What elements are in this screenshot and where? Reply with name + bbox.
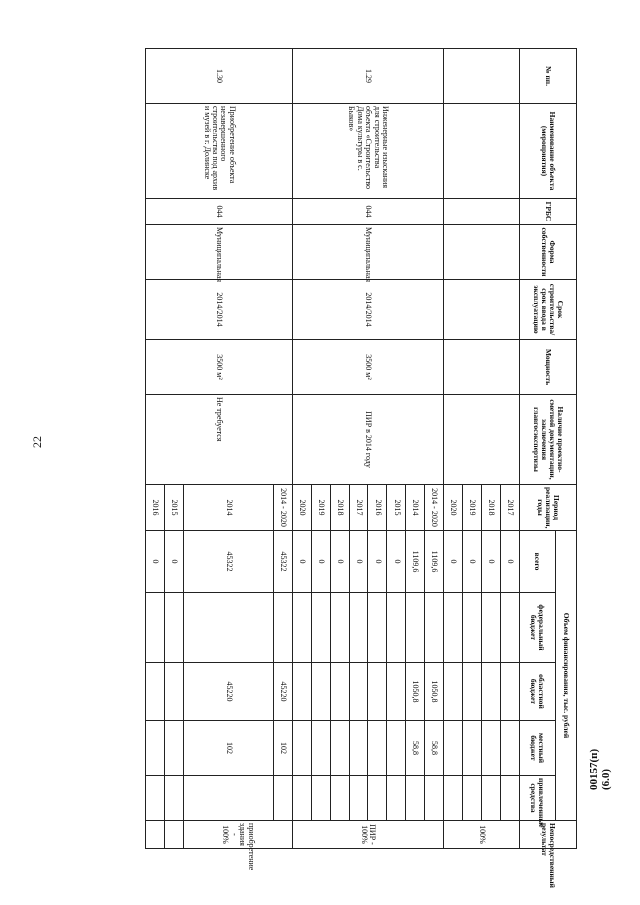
item-129-result: ПИР - 100% bbox=[292, 821, 443, 849]
prev-pir-cell bbox=[444, 395, 520, 485]
item-129-capacity: 3500 м² bbox=[292, 340, 443, 395]
header-row-1 bbox=[555, 49, 576, 849]
total-cell: 0 bbox=[349, 531, 368, 593]
item-130-pir: Не требуется bbox=[146, 395, 293, 485]
total-cell: 0 bbox=[368, 531, 387, 593]
prev-result-cell: 100% bbox=[444, 821, 520, 849]
prev-capacity-cell bbox=[444, 340, 520, 395]
header-name: Наименование объекта (мероприятия) bbox=[519, 104, 576, 199]
regional-cell: 45220 bbox=[273, 663, 292, 721]
header-regional: областной бюджет bbox=[519, 663, 555, 721]
period-cell: 2015 bbox=[387, 485, 406, 531]
prev-ownership-cell bbox=[444, 225, 520, 280]
period-cell: 2020 bbox=[292, 485, 311, 531]
item-129-pir: ПИР в 2014 году bbox=[292, 395, 443, 485]
item-130-term: 2014/2014 bbox=[146, 280, 293, 340]
table-row bbox=[425, 49, 444, 849]
header-period: Период реализации, годы bbox=[519, 485, 576, 531]
period-cell: 2018 bbox=[481, 485, 500, 531]
item-129-grbs: 044 bbox=[292, 199, 443, 225]
period-cell: 2018 bbox=[330, 485, 349, 531]
period-cell: 2014 - 2020 bbox=[425, 485, 444, 531]
header-result: Непосредственный результат bbox=[519, 821, 576, 849]
rotated-table-wrapper bbox=[145, 48, 577, 888]
period-cell: 2015 bbox=[165, 485, 184, 531]
prev-no-cell bbox=[444, 49, 520, 104]
period-cell: 2019 bbox=[463, 485, 482, 531]
period-cell: 2014 - 2020 bbox=[273, 485, 292, 531]
total-cell: 0 bbox=[146, 531, 165, 593]
total-cell: 0 bbox=[330, 531, 349, 593]
federal-cell bbox=[500, 593, 519, 663]
prev-term-cell bbox=[444, 280, 520, 340]
local-cell bbox=[500, 721, 519, 776]
period-cell: 2014 bbox=[406, 485, 425, 531]
period-cell: 2020 bbox=[444, 485, 463, 531]
attracted-cell bbox=[500, 776, 519, 821]
item-129-ownership: Муниципальная bbox=[292, 225, 443, 280]
financing-table bbox=[145, 48, 577, 888]
regional-cell: 1050,8 bbox=[406, 663, 425, 721]
period-cell: 2019 bbox=[311, 485, 330, 531]
item-129-name: Инженерные изыскания для строительства объекта «Строительство Дома культуры в с. Быков» bbox=[292, 104, 443, 199]
header-pir: Наличие проектно-сметной документации, заключения главгосэкспертизы bbox=[519, 395, 576, 485]
total-cell: 0 bbox=[311, 531, 330, 593]
total-cell: 45322 bbox=[273, 531, 292, 593]
total-cell: 0 bbox=[444, 531, 463, 593]
total-cell: 0 bbox=[165, 531, 184, 593]
total-cell: 0 bbox=[387, 531, 406, 593]
item-129-term: 2014/2014 bbox=[292, 280, 443, 340]
period-cell: 2016 bbox=[368, 485, 387, 531]
table-row bbox=[500, 49, 519, 849]
period-cell: 2017 bbox=[349, 485, 368, 531]
regional-cell bbox=[500, 663, 519, 721]
page-number: 22 bbox=[30, 436, 44, 448]
header-attracted: привлеченные средства bbox=[519, 776, 555, 821]
total-cell: 0 bbox=[481, 531, 500, 593]
item-130-name: Приобретение объекта незавершенного строительства под архив и музей в г. Долинске bbox=[146, 104, 293, 199]
header-total: всего bbox=[519, 531, 555, 593]
header-local: местный бюджет bbox=[519, 721, 555, 776]
item-129-no: 1.29 bbox=[292, 49, 443, 104]
header-ownership: Форма собственности bbox=[519, 225, 576, 280]
item-130-no: 1.30 bbox=[146, 49, 293, 104]
regional-cell: 1050,8 bbox=[425, 663, 444, 721]
regional-cell: 45220 bbox=[183, 663, 273, 721]
total-cell: 0 bbox=[292, 531, 311, 593]
period-cell: 2016 bbox=[146, 485, 165, 531]
item-130-grbs: 044 bbox=[146, 199, 293, 225]
total-cell: 0 bbox=[500, 531, 519, 593]
header-federal: федеральный бюджет bbox=[519, 593, 555, 663]
period-cell: 2017 bbox=[500, 485, 519, 531]
local-cell: 102 bbox=[273, 721, 292, 776]
prev-grbs-cell bbox=[444, 199, 520, 225]
table-row bbox=[273, 49, 292, 849]
period-cell: 2014 bbox=[183, 485, 273, 531]
item-130-capacity: 3500 м² bbox=[146, 340, 293, 395]
local-cell: 102 bbox=[183, 721, 273, 776]
header-capacity: Мощность bbox=[519, 340, 576, 395]
header-financing: Объем финансирования, тыс. рублей bbox=[555, 531, 576, 821]
total-cell: 45322 bbox=[183, 531, 273, 593]
header-no: № пп. bbox=[519, 49, 576, 104]
item-130-ownership: Муниципальная bbox=[146, 225, 293, 280]
total-cell: 0 bbox=[463, 531, 482, 593]
header-grbs: ГРБС bbox=[519, 199, 576, 225]
total-cell: 1109,6 bbox=[406, 531, 425, 593]
prev-name-cell bbox=[444, 104, 520, 199]
total-cell: 1109,6 bbox=[425, 531, 444, 593]
item-130-result: приобретение здания - 100% bbox=[183, 821, 292, 849]
header-term: Срок строительства/срок ввода в эксплуатацию bbox=[519, 280, 576, 340]
document-stamp: 00157(п)(6.0) bbox=[588, 748, 612, 790]
local-cell: 58,8 bbox=[406, 721, 425, 776]
local-cell: 58,8 bbox=[425, 721, 444, 776]
